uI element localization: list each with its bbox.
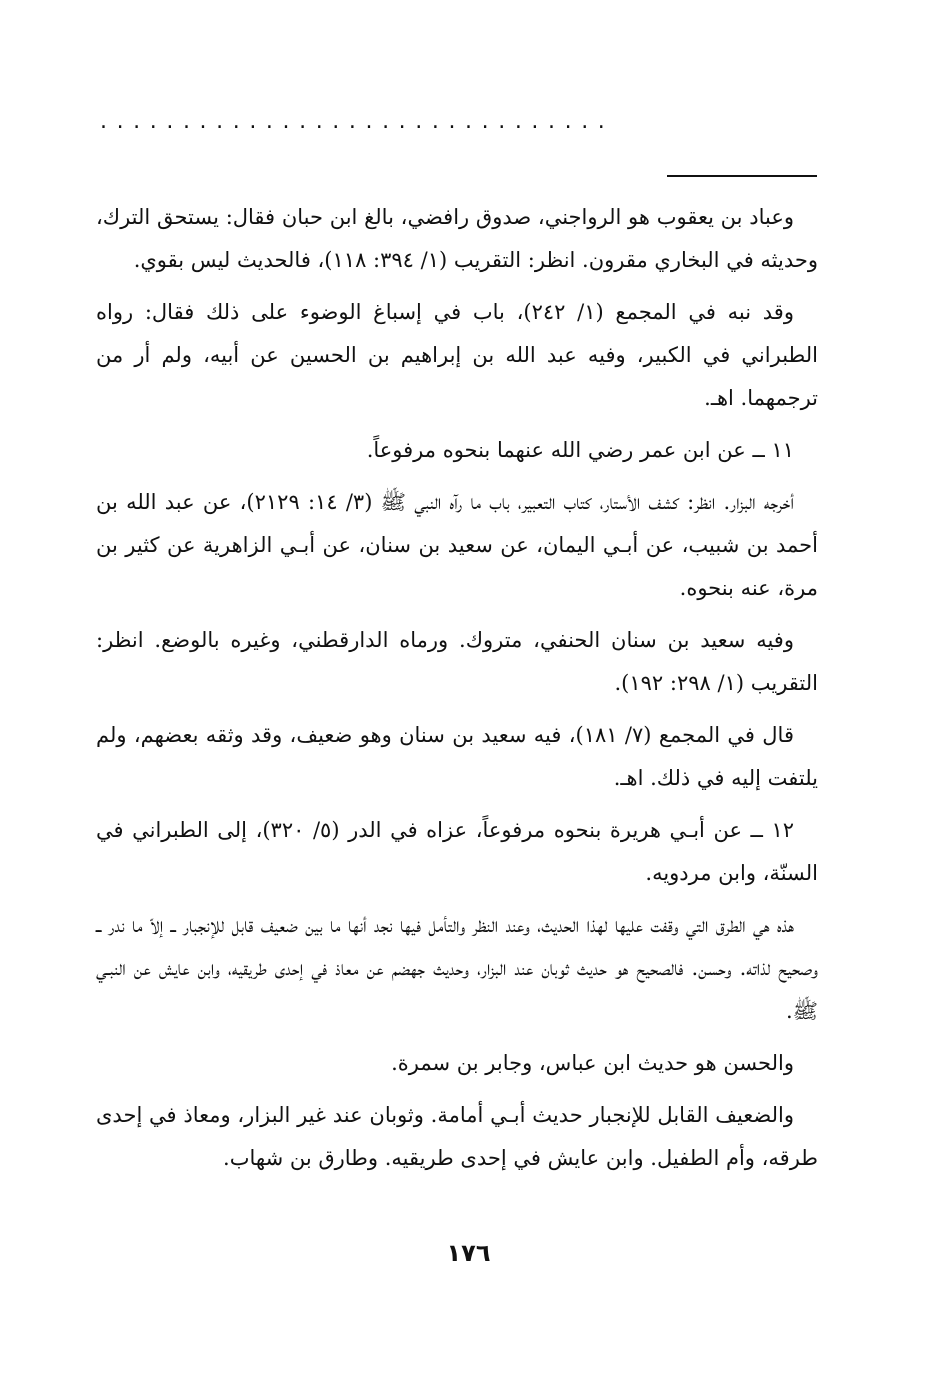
page-number: ١٧٦ bbox=[446, 1239, 491, 1267]
paragraph-hadith-11: ١١ ــ عن ابن عمر رضي الله عنهما بنحوه مرفوعاً. bbox=[366, 438, 794, 462]
paragraph-bazzar: أخرجه البزار. انظر: كشف الأستار، كتاب التعبير، باب ما رآه النبي ﷺ (٣/ ١٤: ٢١٢٩)، عن عبد الله بن أحمد بن شبيب، عن أبـي اليمان، عن سعيد بن سنان، عن أبـي الزاهرية عن كثير بن مرة، عنه بنحوه. bbox=[96, 490, 818, 600]
paragraph-saeed: وفيه سعيد بن سنان الحنفي، متروك. ورماه الدارقطني، وغيره بالوضع. انظر: التقريب (١/ ٢٩٨: ١٩٢). bbox=[96, 628, 818, 695]
header-dotted-rule: ............................... bbox=[100, 112, 615, 132]
footnote-separator bbox=[667, 175, 817, 177]
paragraph-daeef: والضعيف القابل للإنجبار حديث أبـي أمامة. وثوبان عند غير البزار، ومعاذ في إحدى طرقه، وأم الطفيل. وابن عايش في إحدى طريقيه. وطارق بن شهاب. bbox=[96, 1103, 818, 1170]
paragraph-hasan: والحسن هو حديث ابن عباس، وجابر بن سمرة. bbox=[391, 1051, 794, 1075]
paragraph-abbad: وعباد بن يعقوب هو الرواجني، صدوق رافضي، بالغ ابن حبان فقال: يستحق الترك، وحديثه في البخاري مقرون. انظر: التقريب (١/ ٣٩٤: ١١٨)، فالحديث ليس بقوي. bbox=[96, 205, 818, 272]
paragraph-hadith-12: ١٢ ــ عن أبـي هريرة بنحوه مرفوعاً، عزاه في الدر (٥/ ٣٢٠)، إلى الطبراني في السنّة، وابن مردويه. bbox=[96, 818, 818, 885]
paragraph-majma-note: وقد نبه في المجمع (١/ ٢٤٢)، باب في إسباغ الوضوء على ذلك فقال: رواه الطبراني في الكبير، وفيه عبد الله بن إبراهيم بن الحسين عن أبيه، ولم أر من ترجمهما. اهـ. bbox=[96, 300, 818, 410]
page-text bbox=[96, 196, 818, 1189]
paragraph-conclusion: هذه هي الطرق التي وقفت عليها لهذا الحديث، وعند النظر والتأمل فيها نجد أنها ما بين ضعيف قابل للإنجبار ــ إلاّ ما ندر ــ وصحيح لذاته. وحسن. فالصحيح هو حديث ثوبان عند البزار، وحديث جهضم عن معاذ في إحدى طريقيه، وابن عايش عن النبـي ﷺ. bbox=[96, 913, 818, 1023]
paragraph-majma-saeed: قال في المجمع (٧/ ١٨١)، فيه سعيد بن سنان وهو ضعيف، وقد وثقه بعضهم، ولم يلتفت إليه في ذلك. اهـ. bbox=[96, 723, 818, 790]
